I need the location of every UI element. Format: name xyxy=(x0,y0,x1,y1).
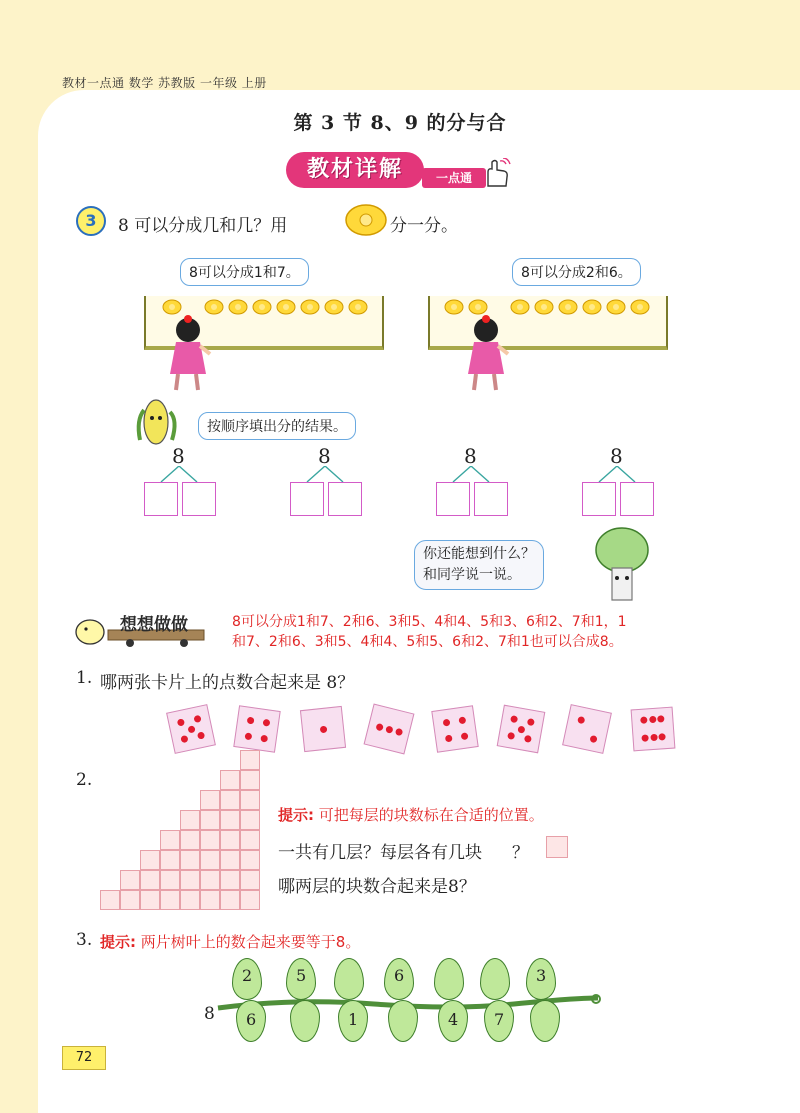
card-dot xyxy=(589,734,597,742)
q3-hint-text: 两片树叶上的数合起来要等于8。 xyxy=(140,933,361,951)
flower-counter-icon xyxy=(344,203,388,237)
leaf-top-number: 3 xyxy=(536,966,547,985)
stair-block xyxy=(160,870,180,890)
q2-hint xyxy=(278,804,544,825)
answer-box[interactable] xyxy=(582,482,616,516)
card-dot xyxy=(394,727,402,735)
q3-start-number: 8 xyxy=(204,1004,215,1024)
leaf-bottom-number: 1 xyxy=(348,1010,359,1029)
card-dot xyxy=(176,718,184,726)
card-dot xyxy=(507,732,515,740)
q2-hint-text: 可把每层的块数标在合适的位置。 xyxy=(318,806,544,824)
leaf-bottom-number: 7 xyxy=(494,1010,505,1029)
card-dot xyxy=(460,732,468,740)
flower-counter-icon xyxy=(228,299,248,315)
stair-block xyxy=(160,890,180,910)
flower-counter-icon xyxy=(252,299,272,315)
q2-line1-a: 一共有几层？每层各有几块 xyxy=(278,843,482,863)
q3-hint-label: 提示: xyxy=(100,933,136,951)
stair-block xyxy=(200,890,220,910)
bond-total: 8 xyxy=(318,444,331,468)
q2-line1 xyxy=(278,838,529,863)
card-dot xyxy=(527,718,535,726)
card-dot xyxy=(510,715,518,723)
think-bubble xyxy=(414,540,544,590)
card-dot xyxy=(524,735,532,743)
leaf-top xyxy=(434,958,464,1000)
stair-block xyxy=(200,830,220,850)
flower-counter-icon xyxy=(300,299,320,315)
flower-counter-icon xyxy=(348,299,368,315)
flower-counter-icon xyxy=(582,299,602,315)
think-answer xyxy=(232,612,627,652)
stair-block xyxy=(160,850,180,870)
stair-block xyxy=(200,810,220,830)
stair-block xyxy=(200,850,220,870)
think-bubble-line1: 你还能想到什么？ xyxy=(423,546,535,562)
card-dot xyxy=(375,722,383,730)
section-title: 第 3 节 8、9 的分与合 xyxy=(293,112,507,134)
card-dot xyxy=(640,716,647,723)
think-bubble-line2: 和同学说一说。 xyxy=(423,567,521,583)
card-dot xyxy=(517,725,525,733)
page-number: 72 xyxy=(62,1046,106,1070)
stair-block xyxy=(220,850,240,870)
stair-block xyxy=(100,890,120,910)
flower-counter-icon xyxy=(324,299,344,315)
banner-sub-label: 一点通 xyxy=(422,168,486,188)
stair-block xyxy=(180,890,200,910)
dot-card[interactable] xyxy=(497,705,546,754)
card-dot xyxy=(649,715,656,722)
card-dot xyxy=(641,735,648,742)
stair-block xyxy=(240,770,260,790)
flower-counter-icon xyxy=(534,299,554,315)
card-dot xyxy=(197,732,205,740)
example-number-badge: 3 xyxy=(76,206,106,236)
flower-counter-icon xyxy=(510,299,530,315)
stair-block xyxy=(240,830,260,850)
stair-block xyxy=(200,790,220,810)
leaf-top-number: 5 xyxy=(296,966,307,985)
q2-line1-b: ？ xyxy=(512,843,529,863)
card-dot xyxy=(657,715,664,722)
card-dot xyxy=(444,734,452,742)
dot-card[interactable] xyxy=(233,705,280,752)
stair-block xyxy=(240,790,260,810)
card-dot xyxy=(319,725,327,733)
leaf-bottom-number: 4 xyxy=(448,1010,459,1029)
flower-counter-icon xyxy=(558,299,578,315)
card-dot xyxy=(187,725,195,733)
girl-figure-right xyxy=(464,312,510,394)
answer-box[interactable] xyxy=(144,482,178,516)
stair-block xyxy=(120,890,140,910)
stair-block xyxy=(180,870,200,890)
stair-block xyxy=(180,810,200,830)
answer-box[interactable] xyxy=(290,482,324,516)
leaf-bottom-number: 6 xyxy=(246,1010,257,1029)
stair-block xyxy=(240,750,260,770)
card-dot xyxy=(385,725,393,733)
bond-total: 8 xyxy=(610,444,623,468)
q1-number: 1. xyxy=(76,668,93,688)
card-dot xyxy=(458,716,466,724)
corn-mascot-icon xyxy=(132,390,188,452)
stair-block xyxy=(160,830,180,850)
dot-card[interactable] xyxy=(631,707,676,752)
answer-box[interactable] xyxy=(436,482,470,516)
stair-block xyxy=(240,870,260,890)
flower-counter-icon xyxy=(630,299,650,315)
q1-text: 哪两张卡片上的点数合起来是 8？ xyxy=(100,673,355,693)
stair-block xyxy=(120,870,140,890)
banner-main-label: 教材详解 xyxy=(286,152,424,188)
dot-card[interactable] xyxy=(562,704,612,754)
leaf-top xyxy=(480,958,510,1000)
section-banner xyxy=(286,152,518,192)
stair-block xyxy=(220,830,240,850)
bond-total: 8 xyxy=(464,444,477,468)
girl-figure-left xyxy=(166,312,212,394)
card-dot xyxy=(246,716,254,724)
card-dot xyxy=(194,714,202,722)
flower-counter-icon xyxy=(276,299,296,315)
card-dot xyxy=(650,734,657,741)
card-dot xyxy=(262,718,270,726)
flower-counter-icon xyxy=(606,299,626,315)
stair-block xyxy=(140,850,160,870)
example-question-part2: 分一分。 xyxy=(390,216,458,236)
stair-block xyxy=(180,830,200,850)
dot-card[interactable] xyxy=(166,704,216,754)
card-dot xyxy=(244,732,252,740)
answer-box[interactable] xyxy=(474,482,508,516)
stair-block xyxy=(240,890,260,910)
running-header: 教材一点通 数学 苏教版 一年级 上册 xyxy=(62,76,267,90)
stair-block xyxy=(220,870,240,890)
stair-block xyxy=(140,890,160,910)
q3-number: 3. xyxy=(76,930,93,950)
dot-card[interactable] xyxy=(300,706,346,752)
answer-box[interactable] xyxy=(328,482,362,516)
q2-hint-label: 提示: xyxy=(278,806,314,824)
leaf-top xyxy=(334,958,364,1000)
stair-block xyxy=(220,790,240,810)
answer-box[interactable] xyxy=(182,482,216,516)
stair-block xyxy=(240,810,260,830)
instruction-bubble: 按顺序填出分的结果。 xyxy=(198,412,356,440)
stair-block xyxy=(220,810,240,830)
example-question-part1: 8 可以分成几和几？用 xyxy=(118,216,288,236)
answer-box[interactable] xyxy=(620,482,654,516)
bond-total: 8 xyxy=(172,444,185,468)
stair-block xyxy=(200,870,220,890)
card-dot xyxy=(577,715,585,723)
block-icon xyxy=(546,836,568,858)
q2-line2: 哪两层的块数合起来是8？ xyxy=(278,877,476,897)
dot-card[interactable] xyxy=(431,705,478,752)
stair-block xyxy=(220,890,240,910)
q3-hint xyxy=(100,931,360,952)
speech-bubble-right: 8可以分成2和6。 xyxy=(512,258,641,286)
card-dot xyxy=(180,735,188,743)
think-answer-line1: 8可以分成1和7、2和6、3和5、4和4、5和3、6和2、7和1，1 xyxy=(232,614,627,630)
leaf-top-number: 2 xyxy=(242,966,253,985)
cabbage-mascot-icon xyxy=(592,524,652,604)
think-do-label: 想想做做 xyxy=(120,615,188,635)
card-dot xyxy=(442,718,450,726)
card-dot xyxy=(659,733,666,740)
stair-block xyxy=(240,850,260,870)
stair-block xyxy=(180,850,200,870)
pointing-hand-icon xyxy=(482,158,512,190)
q2-number: 2. xyxy=(76,770,93,790)
page-sheet xyxy=(38,90,800,1113)
speech-bubble-left: 8可以分成1和7。 xyxy=(180,258,309,286)
stair-block xyxy=(140,870,160,890)
stair-block xyxy=(220,770,240,790)
leaf-top-number: 6 xyxy=(394,966,405,985)
think-answer-line2: 和7、2和6、3和5、4和4、5和5、6和2、7和1也可以合成8。 xyxy=(232,634,623,650)
card-dot xyxy=(260,734,268,742)
flower-counter-icon xyxy=(444,299,464,315)
